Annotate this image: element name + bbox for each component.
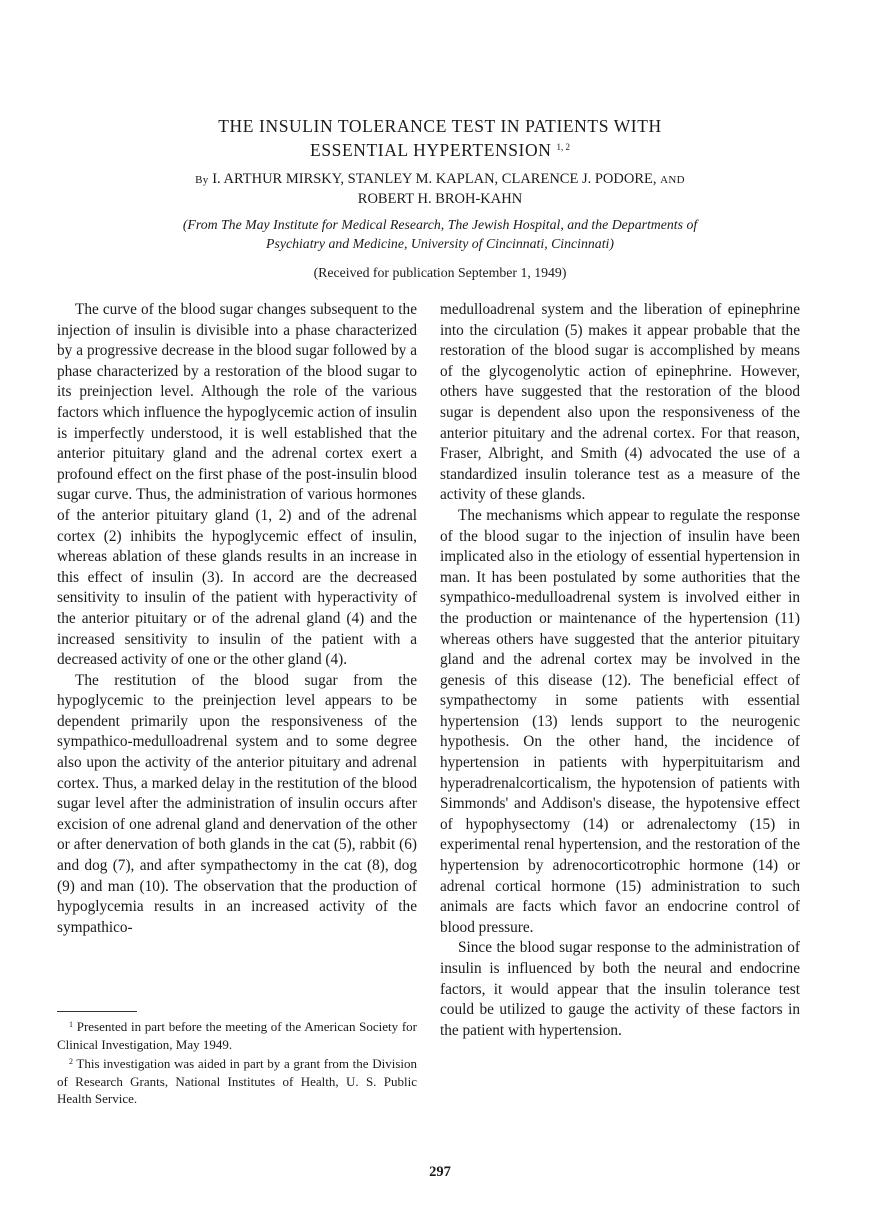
footnote-2-text: This investigation was aided in part by a grant from the Division of Research Grants, National Institutes of Health, U. S. Public Health Service. (57, 1056, 417, 1106)
affiliation-line-1: (From The May Institute for Medical Research, The Jewish Hospital, and the Departments of (182, 217, 698, 232)
paragraph-3: The mechanisms which appear to regulate the response of the blood sugar to the injection of insulin have been implicated also in the etiology of essential hypertension in man. It has been postulated by some authorities that the sympathico-medulloadrenal system is involved either in the production or maintenance of the hypertension (11) whereas others have suggested that the anterior pituitary gland and the adrenal cortex may be involved in the genesis of this disease (12). The beneficial effect of sympathectomy in some patients with essential hypertension (13) lends support to the neurogenic hypothesis. On the other hand, the incidence of hypertension in patients with hyperpituitarism and hyperadrenalcorticalism, the hypotension of patients with Simmonds' and Addison's disease, the hypotensive effect of hypophysectomy (14) or adrenalectomy (15) in experimental renal hypertension, and the restoration of the hypertension by adrenocorticotrophic hormone (14) or adrenal cortical hormone (15) administration to such animals are facts which favor an endocrine control of blood pressure. (440, 506, 800, 936)
and-label: AND (660, 174, 685, 186)
affiliation-line-2: Psychiatry and Medicine, University of Cincinnati, Cincinnati) (266, 236, 614, 251)
received-date: (Received for publication September 1, 1949) (313, 265, 567, 280)
footnotes (57, 1016, 417, 1108)
paragraph-4: Since the blood sugar response to the administration of insulin is influenced by both the neural and endocrine factors, it would appear that the insulin tolerance test could be utilized to gauge the activity of these factors in the patient with hypertension. (440, 939, 800, 1039)
paragraph-1: The curve of the blood sugar changes subsequent to the injection of insulin is divisible into a phase characterized by a progressive decrease in the blood sugar followed by a phase characterized by a restoration of the blood sugar to its preinjection level. Although the role of the various factors which influence the hypoglycemic action of insulin is imperfectly understood, it is well established that the anterior pituitary gland and the adrenal cortex exert a profound effect on the first phase of the post-insulin blood sugar curve. Thus, the administration of various hormones of the anterior pituitary gland (1, 2) and of the adrenal cortex (2) inhibits the hypoglycemic effect of insulin, whereas ablation of these glands results in an increase in this effect of insulin (3). In accord are the decreased sensitivity to insulin of the patient with hyperactivity of the anterior pituitary or of the adrenal gland (4) and the increased sensitivity to insulin of the patient with a decreased activity of one or the other gland (4). (57, 301, 417, 669)
footnote-1-mark: 1 (69, 1020, 73, 1029)
article-title (120, 116, 760, 161)
paragraph-2-continued: medulloadrenal system and the liberation of epinephrine into the circulation (5) makes it appear probable that the restoration of the blood sugar is accomplished by means of the glycogenolytic action of epinephrine. However, others have suggested that the restoration of the blood sugar is dependent also upon the responsiveness of the anterior pituitary and the adrenal cortex. For that reason, Fraser, Albright, and Smith (4) advocated the use of a standardized insulin tolerance test as a measure of the activity of these glands. (440, 301, 800, 504)
footnote-divider (57, 1011, 137, 1012)
author-list (110, 170, 770, 209)
title-line-2-text: ESSENTIAL HYPERTENSION (310, 140, 552, 160)
title-footnote-refs: 1, 2 (556, 142, 570, 152)
authors-line-1-text: I. ARTHUR MIRSKY, STANLEY M. KAPLAN, CLARENCE J. PODORE, (212, 171, 657, 187)
title-line-2 (120, 137, 760, 161)
authors-line-1 (110, 170, 770, 190)
paragraph-2: The restitution of the blood sugar from the hypoglycemic to the preinjection level appears to be dependent primarily upon the responsiveness of the sympathico-medulloadrenal system and to some degree also upon the activity of the anterior pituitary and adrenal cortex. Thus, a marked delay in the restitution of the blood sugar level after the administration of insulin occurs after excision of one adrenal gland and denervation of the other or after denervation of both glands in the cat (5), rabbit (6) and dog (7), and after sympathectomy in the cat (8), dog (9) and man (10). The observation that the production of hypoglycemia results in an increased activity of the sympathico- (57, 671, 417, 936)
footnote-1-text: Presented in part before the meeting of the American Society for Clinical Investigation, May 1949. (57, 1019, 418, 1052)
left-column (57, 300, 417, 938)
by-label: By (195, 174, 209, 186)
affiliation (110, 215, 770, 253)
footnote-2 (57, 1053, 417, 1108)
footnote-1 (57, 1016, 417, 1053)
right-column (440, 300, 800, 1041)
page-number: 297 (429, 1164, 451, 1180)
authors-line-2: ROBERT H. BROH-KAHN (357, 191, 523, 207)
title-line-1: THE INSULIN TOLERANCE TEST IN PATIENTS WITH (218, 116, 662, 136)
footnote-2-mark: 2 (69, 1057, 73, 1066)
